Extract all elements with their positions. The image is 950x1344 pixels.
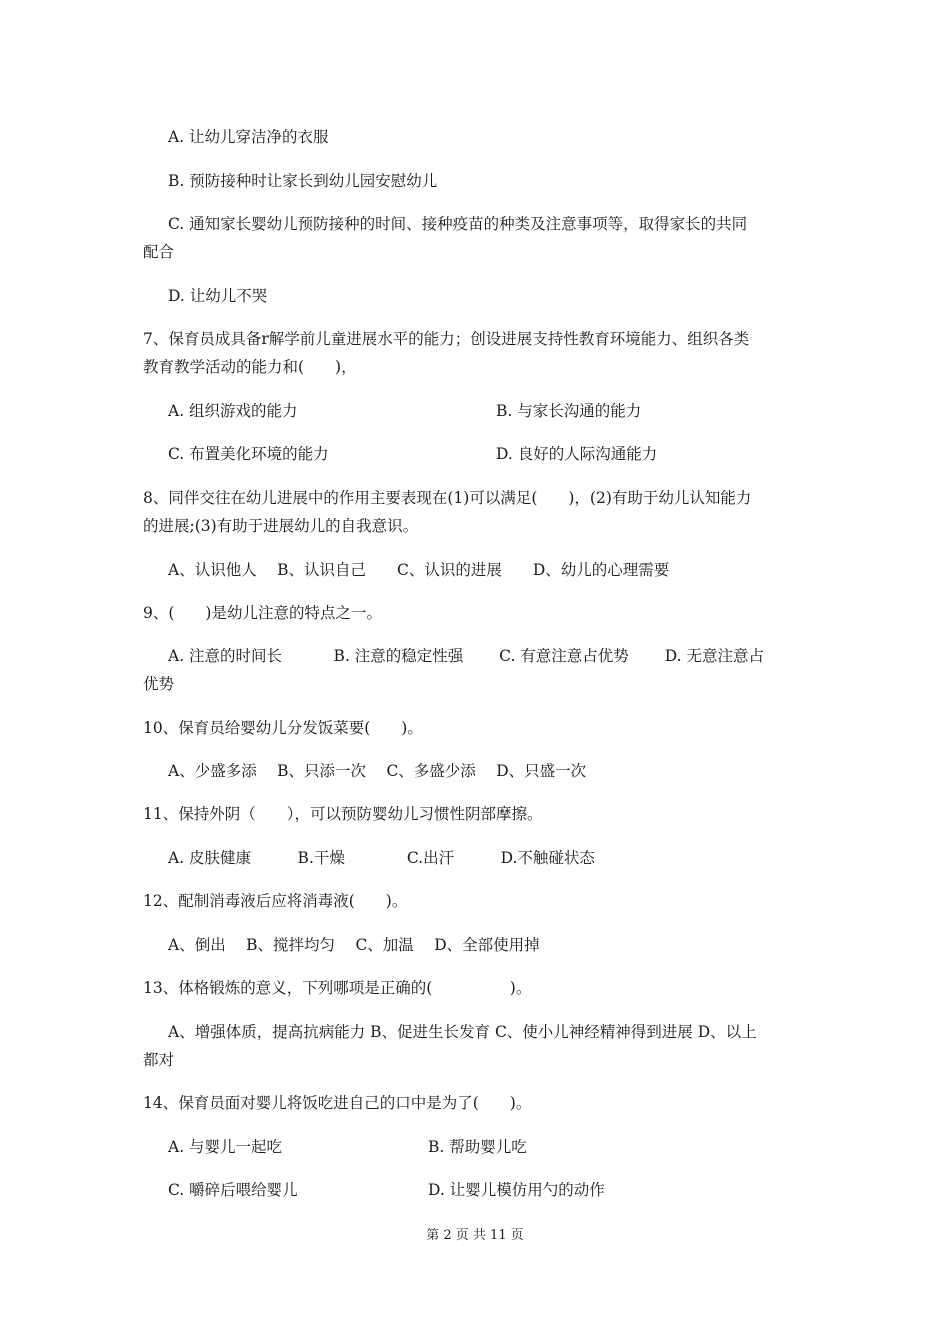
q6-option-c-line1: C. 通知家长婴幼儿预防接种的时间、接种疫苗的种类及注意事项等，取得家长的共同 (168, 215, 748, 233)
q11-stem: 11、保持外阴（ ），可以预防婴幼儿习惯性阴部摩擦。 (143, 805, 543, 823)
q7-option-d: D. 良好的人际沟通能力 (496, 445, 658, 463)
q14-option-b: B. 帮助婴儿吃 (428, 1138, 527, 1156)
q10-options: A、少盛多添 B、只添一次 C、多盛少添 D、只盛一次 (168, 762, 587, 780)
q13-options-line2: 都对 (143, 1051, 175, 1069)
q7-option-b: B. 与家长沟通的能力 (496, 402, 642, 420)
page-footer: 第 2 页 共 11 页 (426, 1228, 524, 1243)
q6-option-b: B. 预防接种时让家长到幼儿园安慰幼儿 (168, 172, 438, 190)
q6-option-a: A. 让幼儿穿洁净的衣服 (168, 128, 329, 146)
q6-option-d: D. 让幼儿不哭 (168, 287, 268, 305)
q9-options-line1: A. 注意的时间长 B. 注意的稳定性强 C. 有意注意占优势 D. 无意注意占 (168, 647, 764, 665)
q7-option-a: A. 组织游戏的能力 (168, 402, 298, 420)
q8-stem-line1: 8、同伴交往在幼儿进展中的作用主要表现在(1)可以满足( )，(2)有助于幼儿认知能力 (143, 489, 752, 507)
q13-options-line1: A、增强体质，提高抗病能力 B、促进生长发育 C、使小儿神经精神得到进展 D、以上 (168, 1023, 757, 1041)
q14-option-c: C. 嚼碎后喂给婴儿 (168, 1181, 298, 1199)
q7-stem-line1: 7、保育员成具备r解学前儿童进展水平的能力；创设进展支持性教育环境能力、组织各类 (143, 330, 750, 348)
q14-option-d: D. 让婴儿模仿用勺的动作 (428, 1181, 605, 1199)
q11-options: A. 皮肤健康 B.干燥 C.出汗 D.不触碰状态 (168, 849, 595, 867)
q7-option-c: C. 布置美化环境的能力 (168, 445, 329, 463)
q12-options: A、倒出 B、搅拌均匀 C、加温 D、全部使用掉 (168, 936, 540, 954)
q12-stem: 12、配制消毒液后应将消毒液( )。 (143, 892, 408, 910)
q6-option-c-line2: 配合 (143, 243, 175, 261)
q9-stem: 9、( )是幼儿注意的特点之一。 (143, 604, 382, 622)
q7-stem-line2: 教育教学活动的能力和( )， (143, 358, 357, 376)
q8-options: A、认识他人 B、认识自己 C、认识的进展 D、幼儿的心理需要 (168, 561, 670, 579)
q10-stem: 10、保育员给婴幼儿分发饭菜要( )。 (143, 719, 423, 737)
q13-stem: 13、体格锻炼的意义，下列哪项是正确的( )。 (143, 979, 532, 997)
q9-options-line2: 优势 (143, 675, 175, 693)
q8-stem-line2: 的进展;(3)有助于进展幼儿的自我意识。 (143, 517, 419, 535)
q14-option-a: A. 与婴儿一起吃 (168, 1138, 283, 1156)
q14-stem: 14、保育员面对婴儿将饭吃进自己的口中是为了( )。 (143, 1094, 532, 1112)
